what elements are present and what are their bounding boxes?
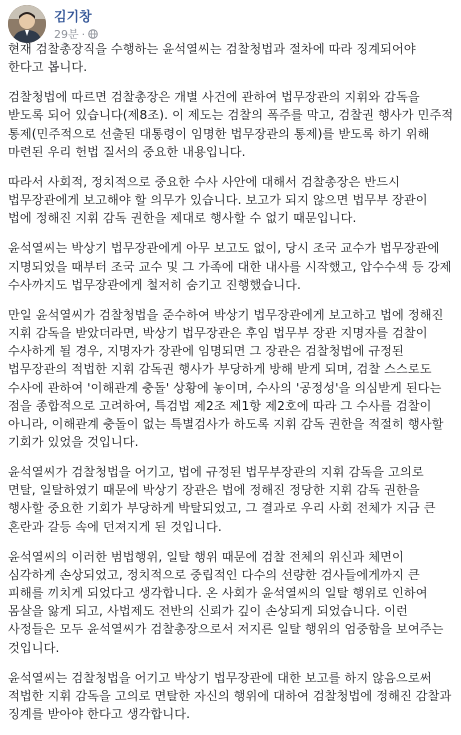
- post-header: [8, 5, 448, 45]
- post-paragraph: 현재 검찰총장직을 수행하는 윤석열씨는 검찰청법과 절차에 따라 징계되어야 한다고 봅니다.: [8, 42, 416, 75]
- post-body: [8, 40, 455, 735]
- avatar-photo: [8, 5, 46, 43]
- post-paragraph: 만일 윤석열씨가 검찰청법을 준수하여 박상기 법무장관에게 보고하고 법에 정해진 지휘 감독을 받았더라면, 박상기 법무장관은 후임 법무부 장관 지명자를 검찰이 수사하게 될 경우, 지명자가 장관에 임명되면 그 장관은 검찰청법에 규정된 법무장관의 적법한 지휘 감독권 행사가 부당하게 방해 받게 되며, 검찰 스스로도 수사에 관하여 '이해관계 충돌' 상황에 놓이며, 수사의 '공정성'을 의심받게 된다는 점을 종합적으로 고려하여, 특검법 제2조 제1항 제2호에 따라 그 수사를 검찰이 아니라, 이해관계 충돌이 없는 특별검사가 하도록 지휘 감독 권한을 적절히 행사할 기회가 있었을 것입니다.: [8, 307, 444, 449]
- meta-separator: ·: [81, 27, 86, 41]
- author-name[interactable]: 김기창: [54, 10, 92, 25]
- post-timestamp[interactable]: 29분: [54, 28, 79, 41]
- post-paragraph: 윤석열씨가 검찰청법을 어기고, 법에 규정된 법무부장관의 지휘 감독을 고의로 면탈, 일탈하였기 때문에 박상기 장관은 법에 정해진 정당한 지휘 감독 권한을 행사할 중요한 기회가 부당하게 박탈되었고, 그 결과로 우리 사회 전체가 지금 큰 혼란과 갈등 속에 던져지게 된 것입니다.: [8, 465, 436, 534]
- post-paragraph: 윤석열씨의 이러한 범법행위, 일탈 행위 때문에 검찰 전체의 위신과 체면이 심각하게 손상되었고, 정치적으로 중립적인 다수의 선량한 검사들에게까지 큰 피해를 끼치게 되었다고 생각합니다. 온 사회가 윤석열씨의 일탈 행위로 인하여 몸살을 앓게 되고, 사법제도 전반의 신뢰가 깊이 손상되게 되었습니다. 이런 사정들은 모두 윤석열씨가 검찰총장으로서 저지른 일탈 행위의 엄중함을 보여주는 것입니다.: [8, 549, 444, 655]
- post-paragraph: 따라서 사회적, 정치적으로 중요한 수사 사안에 대해서 검찰총장은 반드시 법무장관에게 보고해야 할 의무가 있습니다. 보고가 되지 않으면 법무부 장관이 법에 정해진 지휘 감독 권한을 제대로 행사할 수 없기 때문입니다.: [8, 174, 428, 226]
- post-paragraph: 검찰청법에 따르면 검찰총장은 개별 사건에 관하여 법무장관의 지휘와 감독을 받도록 되어 있습니다(제8조). 이 제도는 검찰의 폭주를 막고, 검찰권 행사가 민주적 통제(민주적으로 선출된 대통령이 임명한 법무장관의 통제)를 받도록 하기 위해 마련된 우리 헌법 질서의 중요한 내용입니다.: [8, 90, 454, 159]
- avatar[interactable]: [8, 5, 46, 43]
- post-paragraph: 윤석열씨는 박상기 법무장관에게 아무 보고도 없이, 당시 조국 교수가 법무장관에 지명되었을 때부터 조국 교수 및 그 가족에 대한 내사를 시작했고, 압수수색 등 강제 수사까지도 법무장관에게 철저히 숨기고 진행했습니다.: [8, 241, 452, 292]
- post-paragraph: 윤석열씨는 검찰청법을 어기고 박상기 법무장관에 대한 보고를 하지 않음으로써 적법한 지휘 감독을 고의로 면탈한 자신의 행위에 대하여 검찰청법에 정해진 감찰과 징계를 받아야 한다고 생각합니다.: [8, 670, 452, 721]
- globe-icon[interactable]: [88, 29, 98, 39]
